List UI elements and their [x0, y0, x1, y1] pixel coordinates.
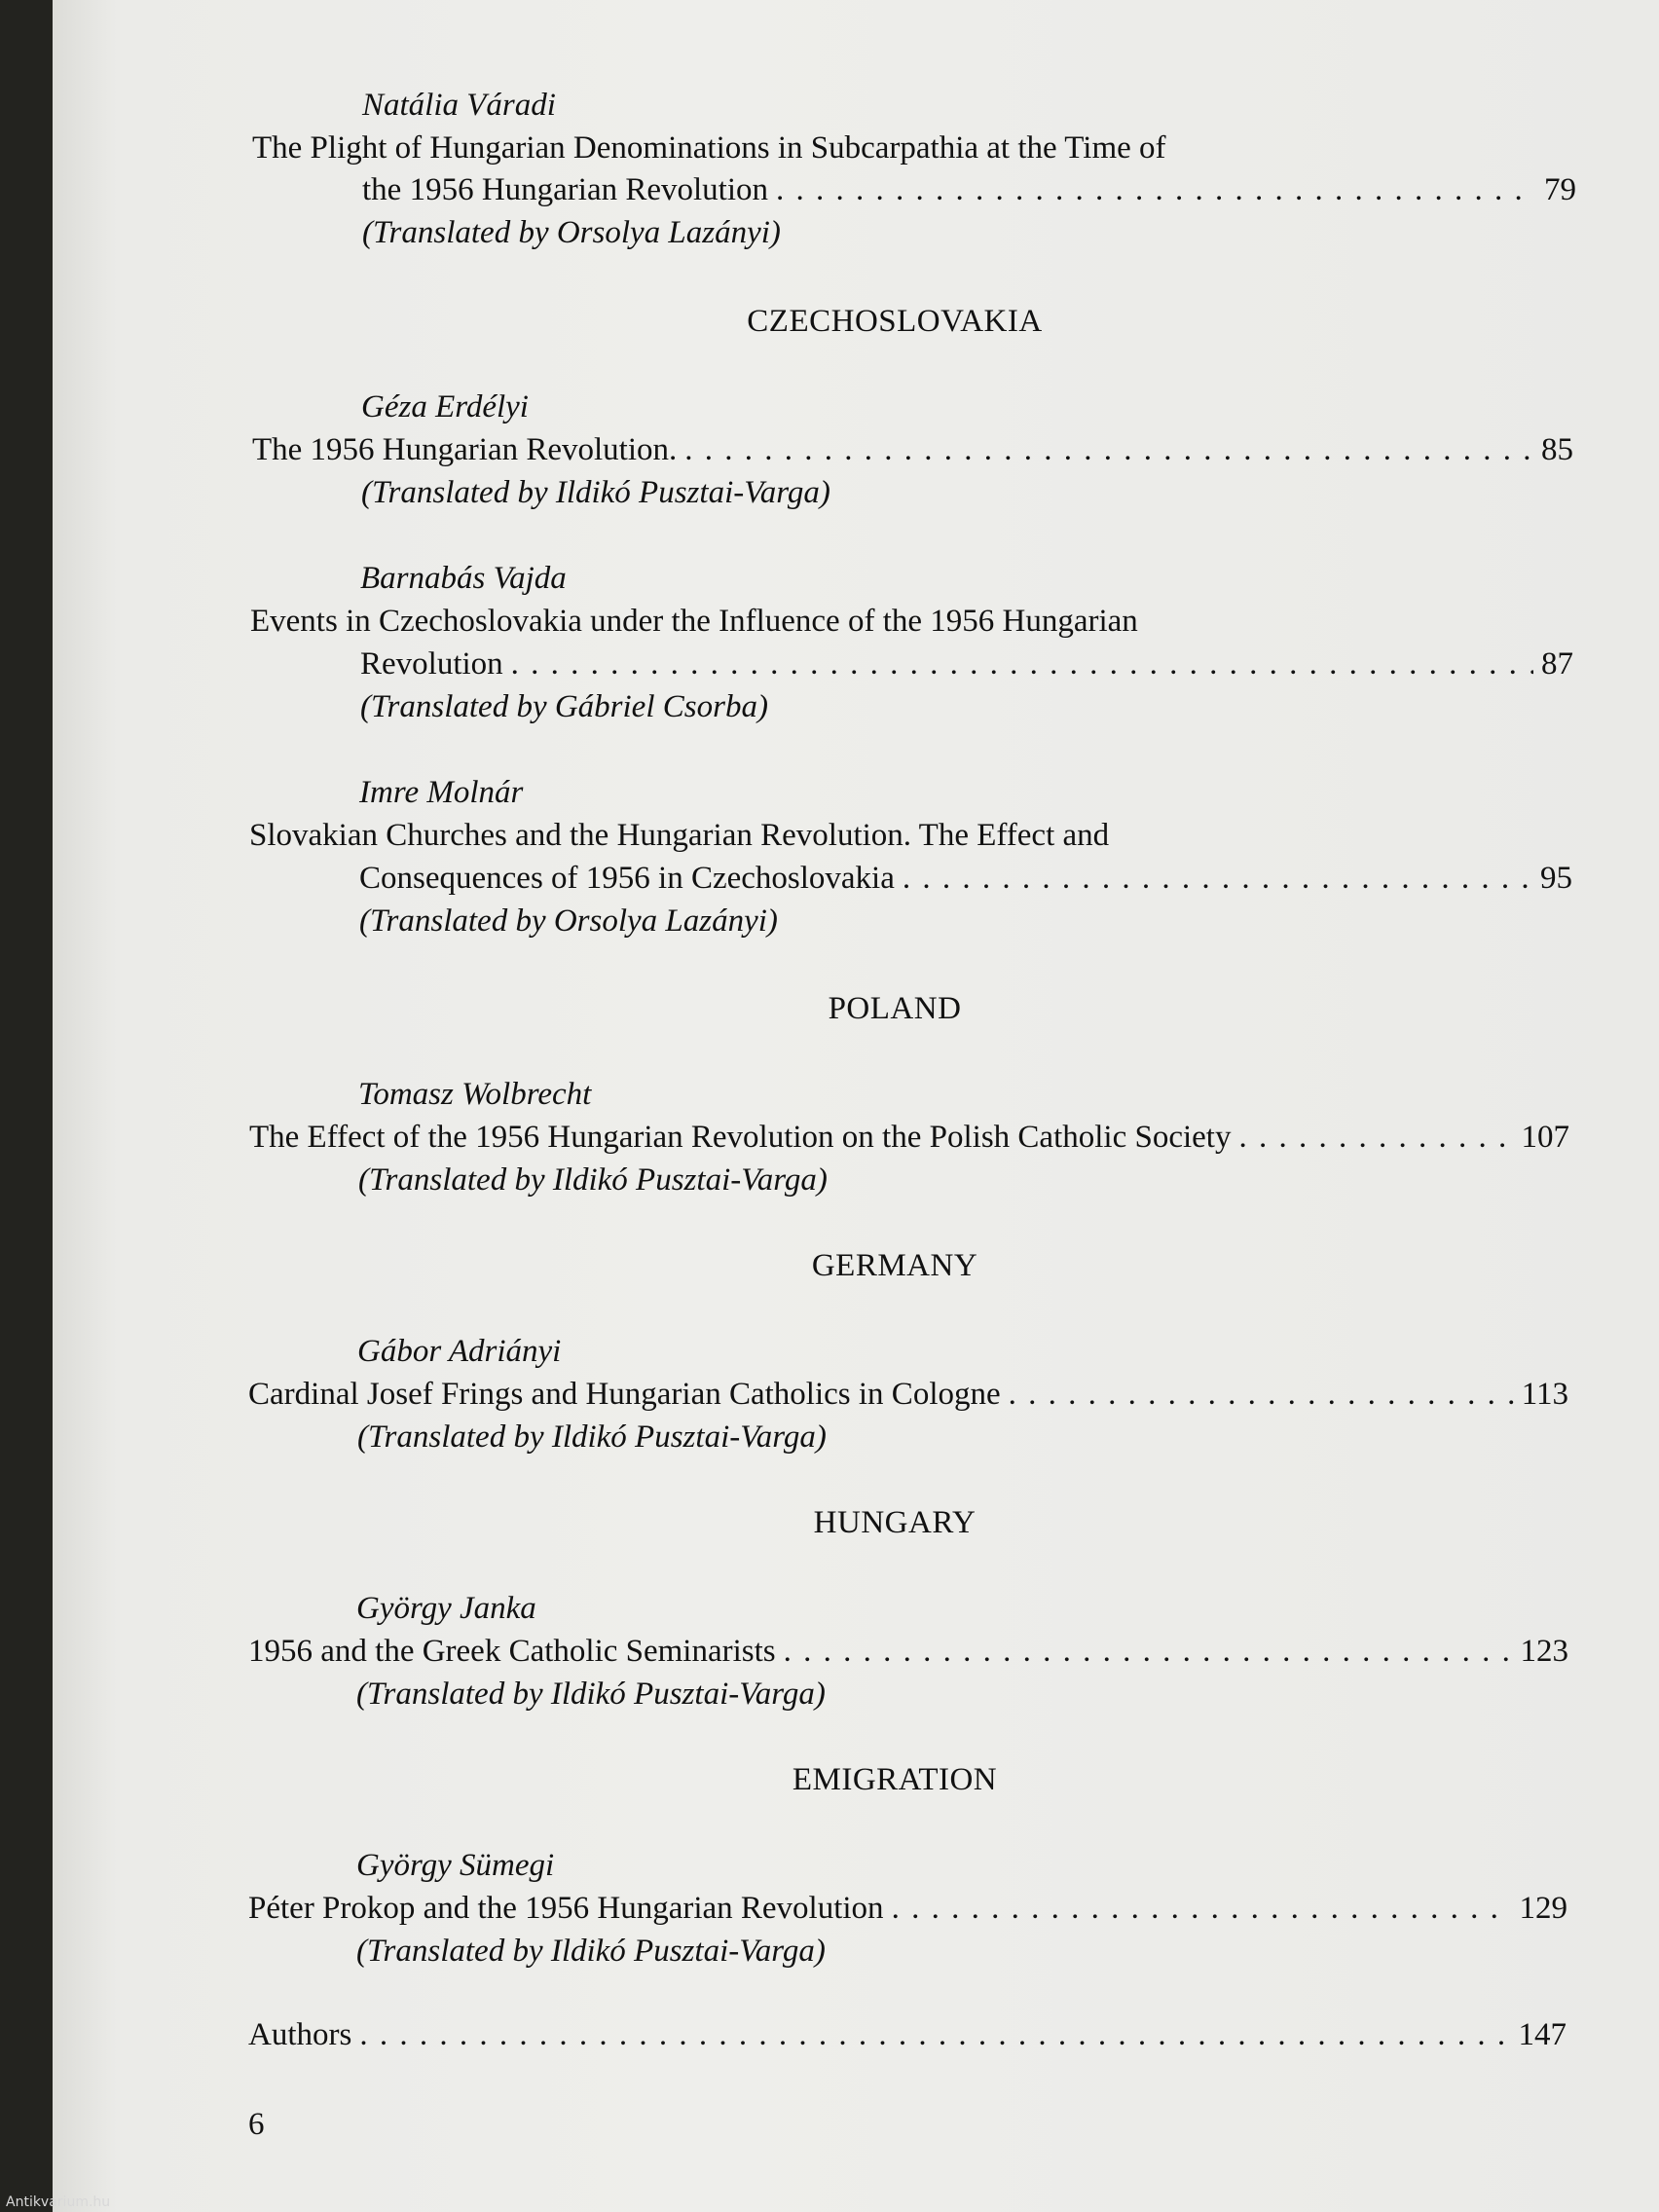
leader-dots	[511, 645, 1533, 683]
entry-title: Slovakian Churches and the Hungarian Revolution. The Effect and	[249, 818, 1110, 853]
entry-translator: (Translated by Ildikó Pusztai-Varga)	[356, 1677, 826, 1712]
authors-page: 147	[1518, 2017, 1567, 2052]
entry-author: György Janka	[356, 1591, 536, 1626]
entry-title: Cardinal Josef Frings and Hungarian Catholics in Cologne	[248, 1377, 1001, 1412]
section-heading-czechoslovakia: CZECHOSLOVAKIA	[747, 304, 1043, 339]
section-heading-germany: GERMANY	[811, 1248, 978, 1283]
leader-dots	[776, 170, 1536, 209]
entry-page: 107	[1521, 1120, 1569, 1155]
entry-page: 113	[1521, 1377, 1568, 1412]
entry-title-line	[249, 1118, 1569, 1157]
entry-page: 85	[1541, 432, 1573, 467]
entry-title: The Plight of Hungarian Denominations in Subcarpathia at the Time of	[252, 130, 1166, 166]
entry-page: 79	[1544, 172, 1576, 207]
leader-dots	[1009, 1375, 1514, 1414]
entry-title-line	[362, 170, 1576, 209]
entry-page: 123	[1520, 1634, 1568, 1669]
entry-translator: (Translated by Ildikó Pusztai-Varga)	[357, 1419, 827, 1455]
book-page	[53, 0, 1659, 2212]
leader-dots	[359, 2015, 1510, 2054]
entry-translator: (Translated by Orsolya Lazányi)	[362, 215, 781, 250]
section-heading-hungary: HUNGARY	[813, 1505, 977, 1540]
entry-author: Imre Molnár	[359, 775, 524, 810]
watermark-label: Antikvarium.hu	[6, 2194, 111, 2210]
section-heading-emigration: EMIGRATION	[792, 1762, 998, 1797]
entry-title: Péter Prokop and the 1956 Hungarian Revolution	[248, 1891, 884, 1926]
leader-dots	[892, 1889, 1512, 1928]
entry-translator: (Translated by Ildikó Pusztai-Varga)	[358, 1162, 828, 1198]
entry-translator: (Translated by Gábriel Csorba)	[360, 689, 768, 724]
entry-author: Tomasz Wolbrecht	[358, 1077, 592, 1112]
leader-dots	[684, 430, 1533, 469]
page-number: 6	[248, 2107, 265, 2142]
entry-title: Events in Czechoslovakia under the Influence of the 1956 Hungarian	[250, 604, 1138, 639]
entry-title-cont: Consequences of 1956 in Czechoslovakia	[359, 861, 895, 896]
entry-title-line	[359, 859, 1572, 898]
entry-title-line	[360, 645, 1573, 683]
entry-title-line	[252, 430, 1573, 469]
entry-translator: (Translated by Ildikó Pusztai-Varga)	[361, 475, 830, 510]
leader-dots	[784, 1632, 1513, 1671]
entry-title: The 1956 Hungarian Revolution.	[252, 432, 678, 467]
entry-title-line	[248, 1889, 1567, 1928]
entry-title-line	[248, 1375, 1568, 1414]
entry-author: Gábor Adriányi	[357, 1334, 562, 1369]
authors-title: Authors	[248, 2017, 352, 2052]
entry-title-cont: Revolution	[360, 646, 503, 682]
entry-page: 87	[1541, 646, 1573, 682]
entry-title-line	[248, 1632, 1568, 1671]
entry-title: 1956 and the Greek Catholic Seminarists	[248, 1634, 776, 1669]
leader-dots	[1238, 1118, 1513, 1157]
entry-translator: (Translated by Orsolya Lazányi)	[359, 903, 778, 939]
entry-page: 129	[1519, 1891, 1567, 1926]
section-heading-poland: POLAND	[828, 991, 962, 1026]
entry-author: György Sümegi	[356, 1848, 555, 1883]
leader-dots	[903, 859, 1532, 898]
entry-page: 95	[1540, 861, 1572, 896]
entry-title-line	[248, 2015, 1567, 2054]
entry-author: Barnabás Vajda	[360, 561, 567, 596]
entry-author: Natália Váradi	[362, 88, 556, 123]
entry-title-cont: the 1956 Hungarian Revolution	[362, 172, 769, 207]
entry-author: Géza Erdélyi	[361, 389, 529, 424]
entry-title: The Effect of the 1956 Hungarian Revolution on the Polish Catholic Society	[249, 1120, 1232, 1155]
entry-translator: (Translated by Ildikó Pusztai-Varga)	[356, 1934, 826, 1969]
